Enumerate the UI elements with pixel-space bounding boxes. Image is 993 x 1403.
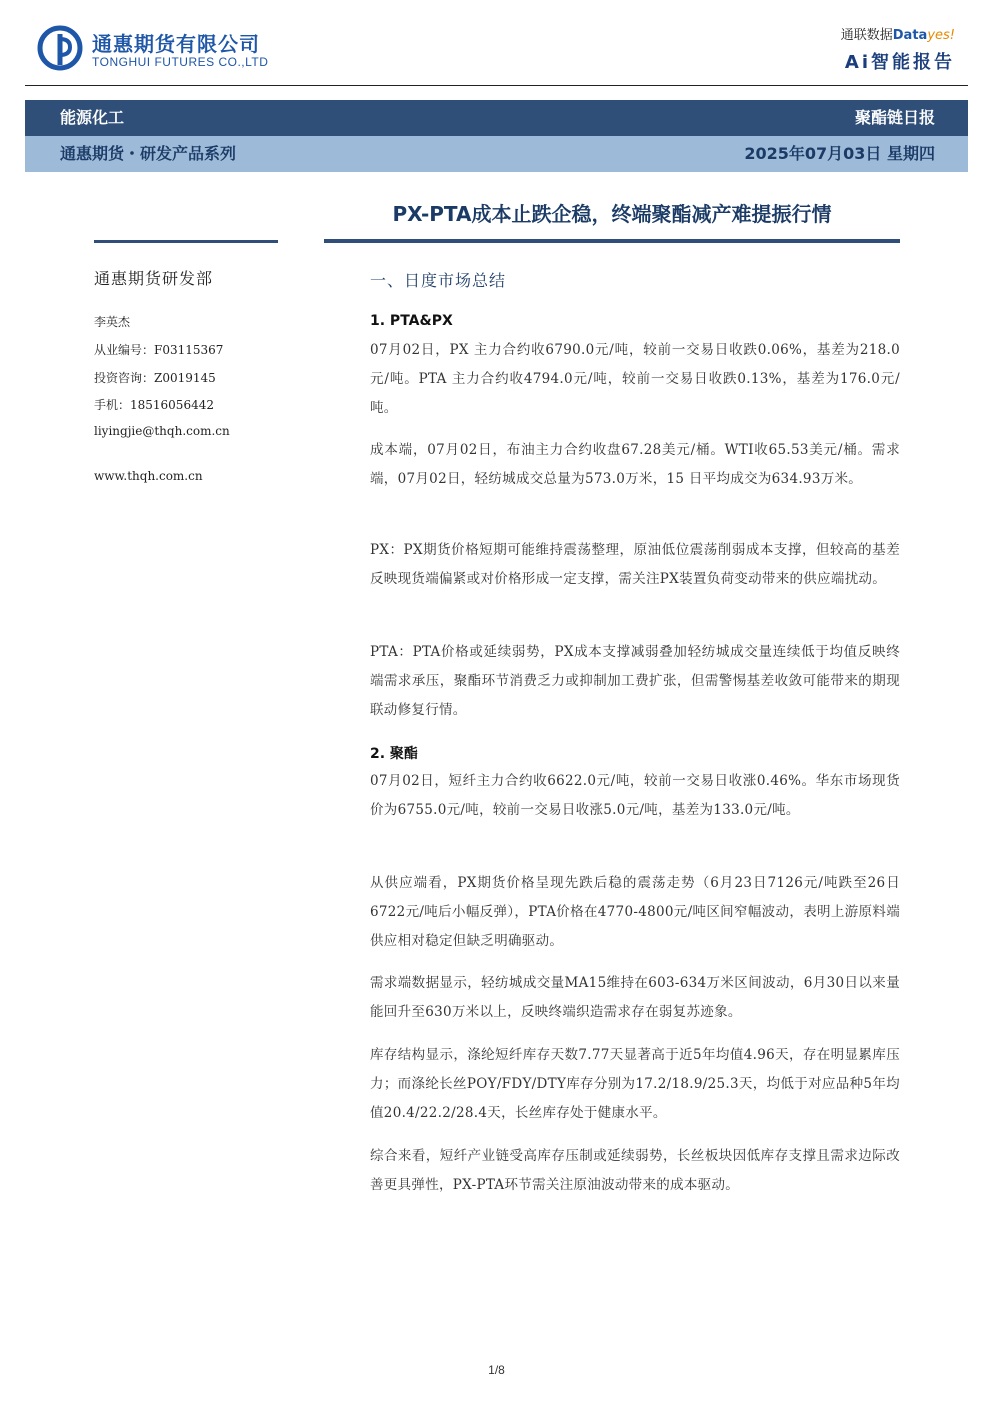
advisory-number: 投资咨询：Z0019145 [94, 371, 216, 385]
paragraph-supply-side: 从供应端看，PX期货价格呈现先跌后稳的震荡走势（6月23日7126元/吨跌至26日6722元/吨后小幅反弹），PTA价格在4770-4800元/吨区间窄幅波动，表明上游原料端供应相对稳定但缺乏明确驱动。 [370, 875, 900, 949]
paragraph-inventory: 库存结构显示，涤纶短纤库存天数7.77天显著高于近5年均值4.96天，存在明显累库压力；而涤纶长丝POY/FDY/DTY库存分别为17.2/18.9/25.3天，均低于对应品种5年均值20.4/22.2/28.4天，长丝库存处于健康水平。 [370, 1047, 900, 1121]
subsection-polyester: 2. 聚酯 [370, 746, 418, 762]
sector-label: 能源化工 [60, 108, 125, 127]
paragraph-summary: 综合来看，短纤产业链受高库存压制或延续弱势，长丝板块因低库存支撑且需求边际改善更具弹性，PX-PTA环节需关注原油波动带来的成本驱动。 [370, 1148, 900, 1193]
email-link[interactable]: liyingjie@thqh.com.cn [94, 424, 230, 438]
paragraph-cost-demand: 成本端，07月02日，布油主力合约收盘67.28美元/桶。WTI收65.53美元/桶。需求端，07月02日，轻纺城成交总量为573.0万米，15 日平均成交为634.93万米。 [370, 442, 900, 487]
phone-number: 手机：18516056442 [94, 398, 214, 412]
section-title: 一、日度市场总结 [370, 271, 507, 290]
report-date: 2025年07月03日 星期四 [744, 144, 935, 163]
sidebar-rule [94, 240, 278, 243]
company-name-en: TONGHUI FUTURES CO.,LTD [92, 55, 269, 69]
title-underline [324, 239, 900, 243]
series-label: 通惠期货・研发产品系列 [60, 144, 237, 163]
datayes-suffix: yes! [927, 28, 955, 43]
subsection-pta-px: 1. PTA&PX [370, 313, 453, 329]
website-link[interactable]: www.thqh.com.cn [94, 469, 203, 483]
ai-report-label: Ai智能报告 [844, 52, 955, 73]
paragraph-px-pta-prices: 07月02日，PX 主力合约收6790.0元/吨，较前一交易日收跌0.06%，基差为218.0元/吨。PTA 主力合约收4794.0元/吨，较前一交易日收跌0.13%，基差为176.0元/吨。 [370, 342, 900, 416]
report-type-label: 聚酯链日报 [854, 108, 935, 127]
company-name-cn: 通惠期货有限公司 [92, 32, 260, 56]
report-title: PX-PTA成本止跌企稳，终端聚酯减产难提振行情 [392, 202, 832, 226]
paragraph-px-outlook: PX：PX期货价格短期可能维持震荡整理，原油低位震荡削弱成本支撑，但较高的基差反映现货端偏紧或对价格形成一定支撑，需关注PX装置负荷变动带来的供应端扰动。 [370, 542, 900, 587]
license-number: 从业编号：F03115367 [94, 343, 224, 357]
paragraph-demand-side: 需求端数据显示，轻纺城成交量MA15维持在603-634万米区间波动，6月30日以来量能回升至630万米以上，反映终端织造需求存在弱复苏迹象。 [370, 975, 900, 1020]
paragraph-staple-fiber: 07月02日，短纤主力合约收6622.0元/吨，较前一交易日收涨0.46%。华东市场现货价为6755.0元/吨，较前一交易日收涨5.0元/吨，基差为133.0元/吨。 [370, 773, 900, 818]
company-logo-icon [37, 25, 83, 71]
department-name: 通惠期货研发部 [94, 269, 214, 288]
analyst-name: 李英杰 [94, 315, 131, 329]
datayes-logo [841, 24, 955, 43]
datayes-prefix: 通联数据 [840, 28, 893, 43]
paragraph-pta-outlook: PTA：PTA价格或延续弱势，PX成本支撑减弱叠加轻纺城成交量连续低于均值反映终端需求承压，聚酯环节消费乏力或抑制加工费扩张，但需警惕基差收敛可能带来的期现联动修复行情。 [370, 644, 900, 718]
page-number: 1/8 [488, 1363, 505, 1377]
sector-band [25, 100, 968, 136]
datayes-brand: Data [892, 28, 928, 43]
header-divider [25, 85, 968, 86]
